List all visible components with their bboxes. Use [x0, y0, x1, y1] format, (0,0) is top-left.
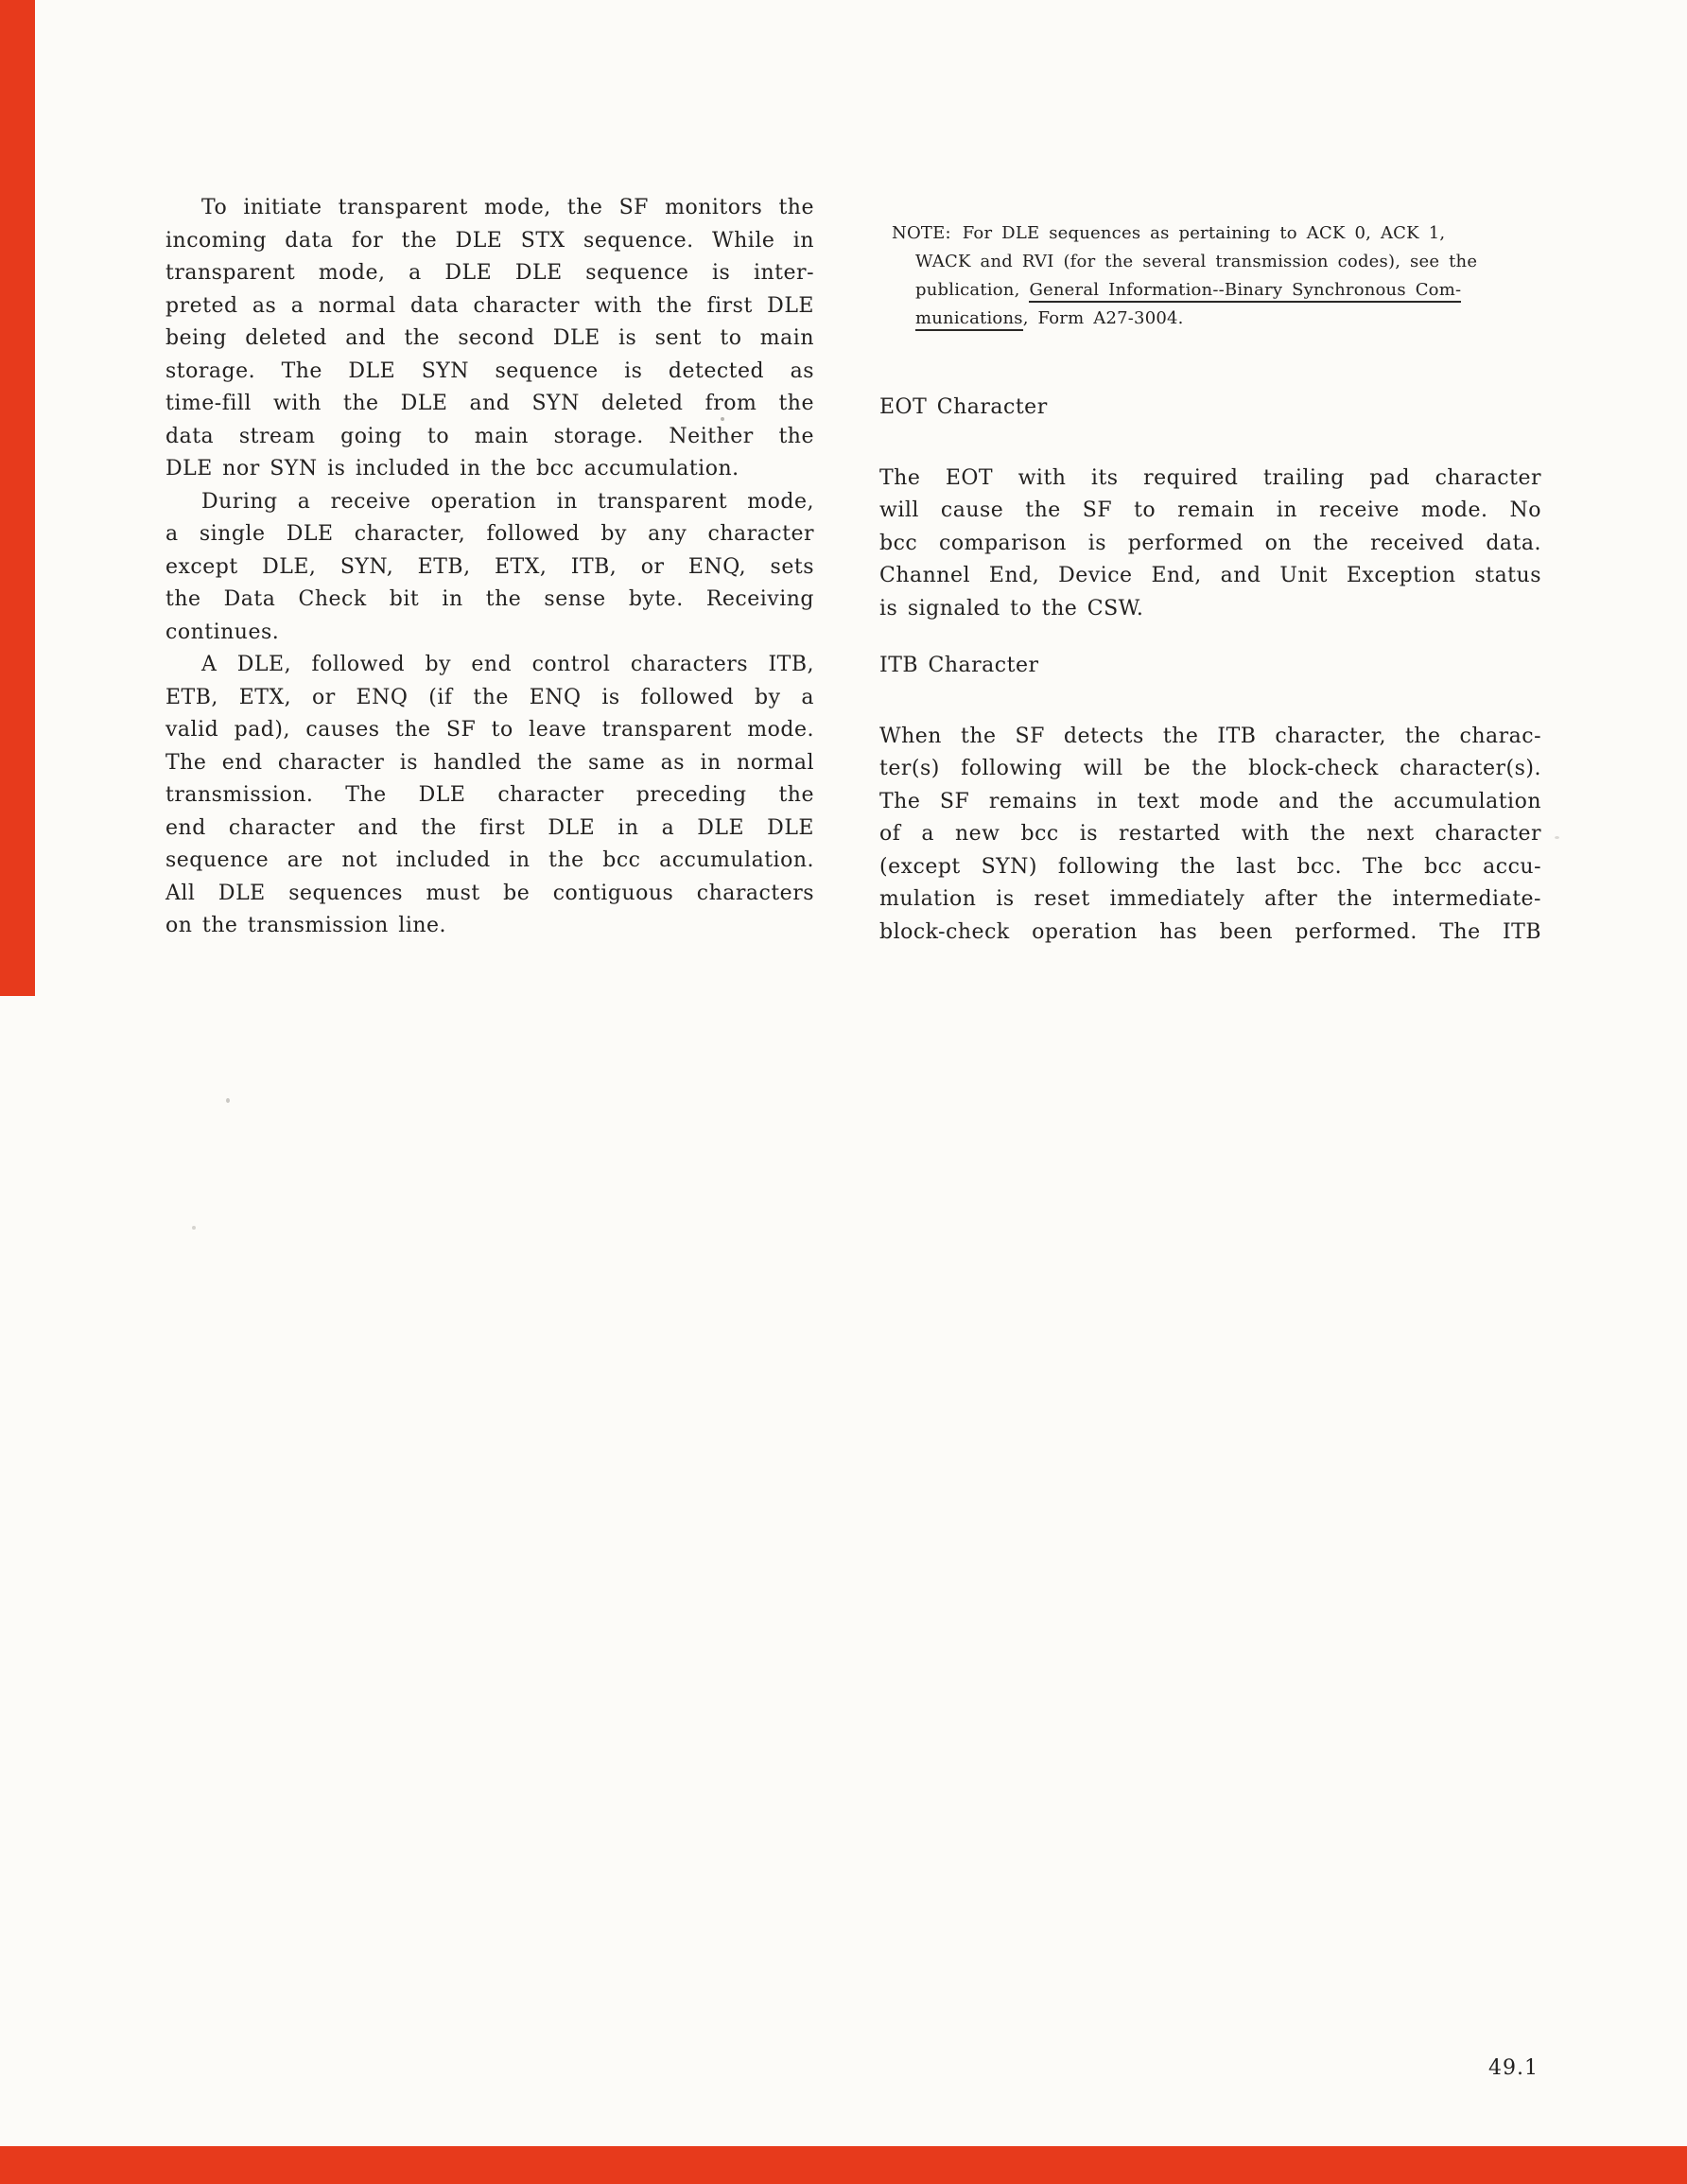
text-line: the Data Check bit in the sense byte. Receiving: [165, 587, 814, 611]
text-line: DLE nor SYN is included in the bcc accumulation.: [165, 457, 739, 480]
section-heading: ITB Character: [879, 654, 1039, 677]
note-text: publication,: [915, 280, 1030, 300]
text-line: ter(s) following will be the block-check character(s).: [879, 757, 1541, 780]
section: [879, 650, 1541, 949]
text-line: transparent mode, a DLE DLE sequence is inter-: [165, 261, 814, 285]
note-block: [892, 219, 1527, 333]
text-line: being deleted and the second DLE is sent to main: [165, 326, 814, 350]
text-line: The SF remains in text mode and the accumulation: [879, 789, 1541, 813]
scan-speck: [721, 417, 724, 421]
text-line: All DLE sequences must be contiguous characters: [165, 881, 814, 905]
right-column: [879, 219, 1541, 949]
text-line: When the SF detects the ITB character, the charac-: [879, 724, 1541, 748]
section-heading: EOT Character: [879, 395, 1048, 419]
text-line: of a new bcc is restarted with the next character: [879, 822, 1541, 846]
left-column: [165, 192, 814, 943]
text-line: (except SYN) following the last bcc. The bcc accu-: [879, 854, 1541, 879]
text-line: ETB, ETX, or ENQ (if the ENQ is followed by a: [165, 685, 814, 709]
text-line: A DLE, followed by end control characters ITB,: [201, 653, 814, 676]
scan-speck: [226, 1098, 230, 1103]
paragraph: [165, 649, 814, 943]
publication-title: munications: [915, 308, 1023, 331]
note-text: For DLE sequences as pertaining to ACK 0, ACK 1,: [962, 223, 1446, 243]
text-line: storage. The DLE SYN sequence is detected as: [165, 358, 814, 383]
paragraph: [165, 192, 814, 486]
note-label: NOTE:: [892, 223, 951, 243]
text-line: valid pad), causes the SF to leave transparent mode.: [165, 718, 814, 742]
text-line: The EOT with its required trailing pad character: [879, 465, 1541, 490]
text-line: sequence are not included in the bcc accumulation.: [165, 848, 814, 872]
note-line: WACK and RVI (for the several transmission codes), see the: [915, 252, 1478, 271]
text-line: on the transmission line.: [165, 914, 447, 937]
text-line: To initiate transparent mode, the SF monitors the: [201, 196, 814, 219]
text-line: will cause the SF to remain in receive mode. No: [879, 498, 1541, 522]
text-line: Channel End, Device End, and Unit Exception status: [879, 564, 1541, 587]
text-line: bcc comparison is performed on the received data.: [879, 531, 1541, 555]
page-number: 49.1: [1488, 2056, 1539, 2080]
paragraph: [165, 486, 814, 650]
publication-title: General Information--Binary Synchronous Com-: [1029, 280, 1461, 303]
text-line: The end character is handled the same as in normal: [165, 750, 814, 775]
text-line: During a receive operation in transparent mode,: [201, 489, 814, 514]
text-line: block-check operation has been performed. The ITB: [879, 919, 1541, 944]
scan-red-bar-bottom: [0, 2146, 1687, 2184]
paragraph: [879, 721, 1541, 950]
text-line: a single DLE character, followed by any character: [165, 522, 814, 546]
text-line: end character and the first DLE in a DLE DLE: [165, 815, 814, 840]
right-column-sections: [879, 392, 1541, 949]
text-line: is signaled to the CSW.: [879, 596, 1144, 620]
text-line: continues.: [165, 620, 280, 644]
text-line: except DLE, SYN, ETB, ETX, ITB, or ENQ, sets: [165, 554, 814, 579]
note-line: [915, 305, 1527, 333]
note-line: [915, 276, 1527, 305]
section: [879, 392, 1541, 625]
paragraph: [879, 463, 1541, 626]
scan-red-bar-left: [0, 0, 35, 996]
text-line: data stream going to main storage. Neither the: [165, 424, 814, 448]
scan-speck: [192, 1226, 196, 1230]
scan-speck: [1555, 836, 1559, 839]
note-line: [892, 219, 1527, 248]
text-line: incoming data for the DLE STX sequence. While in: [165, 228, 814, 253]
text-line: mulation is reset immediately after the intermediate-: [879, 887, 1541, 911]
text-line: time-fill with the DLE and SYN deleted from the: [165, 392, 814, 415]
note-text: , Form A27-3004.: [1022, 308, 1184, 328]
text-line: transmission. The DLE character preceding the: [165, 783, 814, 807]
text-line: preted as a normal data character with the first DLE: [165, 293, 814, 318]
